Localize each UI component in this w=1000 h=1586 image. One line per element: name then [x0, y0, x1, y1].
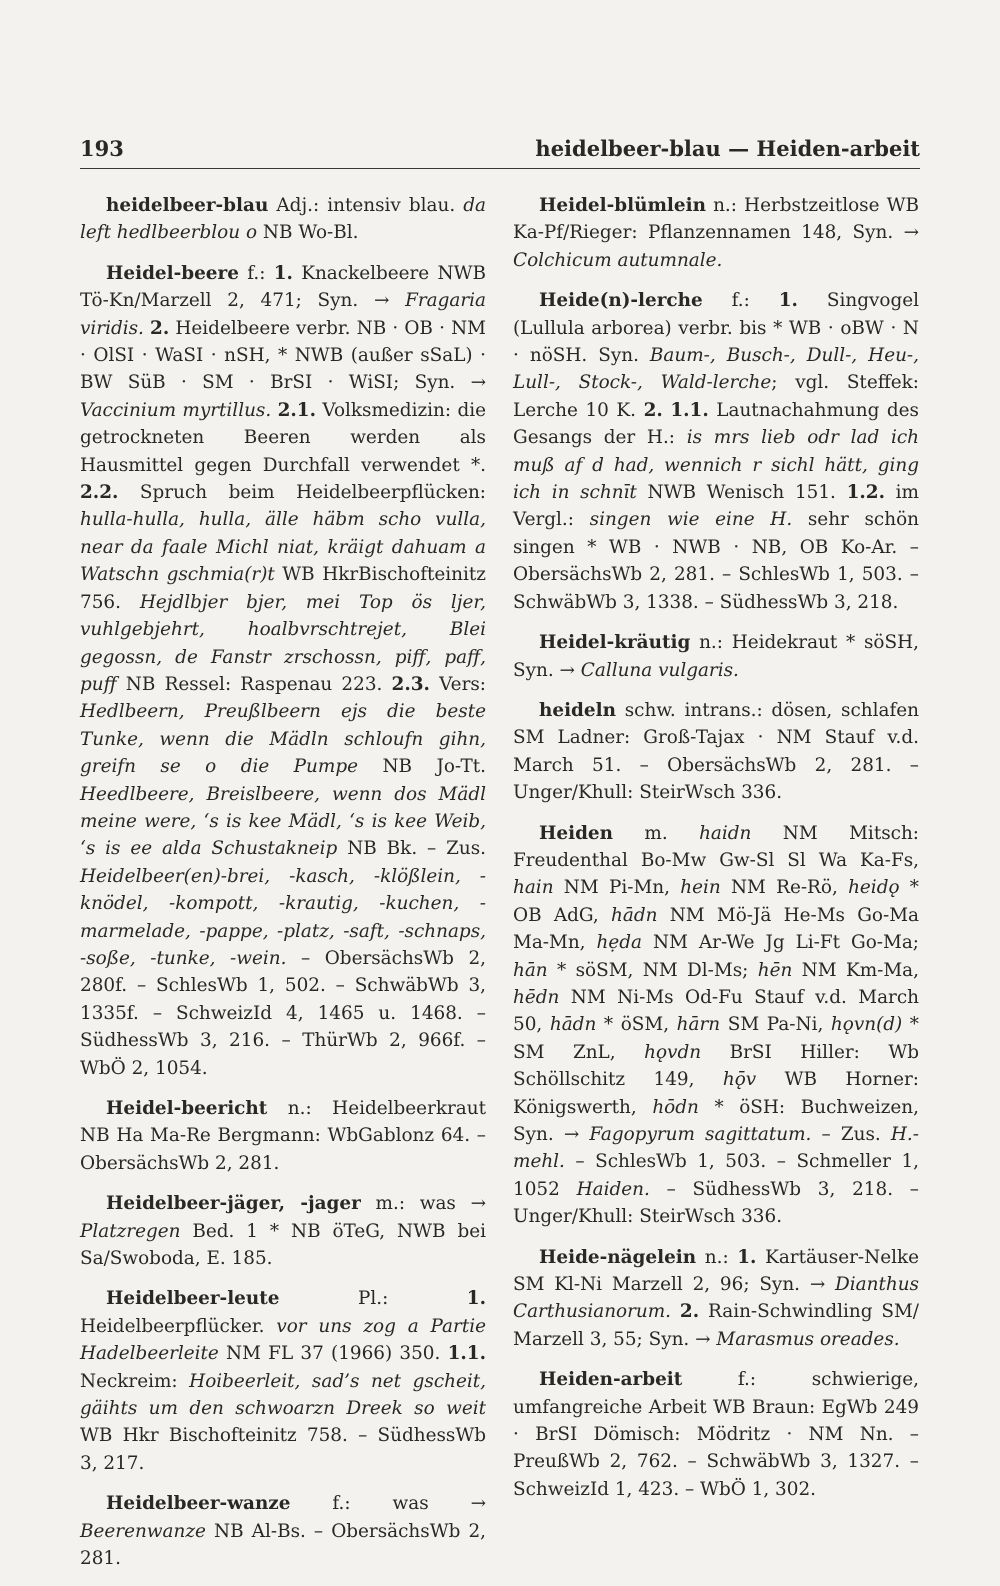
entry-example: singen wie eine H.	[589, 509, 793, 531]
entry-example: haidn	[699, 822, 752, 844]
entry-example: hārn	[676, 1014, 721, 1036]
entry-headword: Heidelbeer-jäger, -jager	[106, 1193, 361, 1215]
dictionary-entry	[80, 192, 486, 247]
dictionary-entry	[513, 1366, 919, 1503]
entry-example: hẹda	[596, 932, 642, 954]
entry-text: – Zus.	[811, 1124, 891, 1145]
dictionary-entry	[513, 192, 919, 274]
entry-text: WB Hkr Bischofteinitz 758. – SüdhessWb 3, 217.	[80, 1425, 486, 1474]
entry-text: f.:	[702, 290, 779, 312]
entry-example: heidǫ	[848, 877, 900, 899]
entry-text: n.: Herbstzeitlose WB Ka-Pf/Rieger: Pflanzennamen 148, Syn. →	[513, 195, 919, 244]
entry-example: hein	[680, 877, 721, 899]
sense-number: 1.	[466, 1288, 486, 1310]
entry-text: NM Pi-Mn,	[553, 877, 681, 899]
entry-example: Calluna vulgaris.	[580, 659, 739, 681]
sense-number: 1.1.	[447, 1343, 486, 1365]
entry-example: H.-mehl.	[513, 1124, 919, 1173]
entry-text: n.:	[696, 1246, 738, 1268]
entry-text: im Vergl.:	[513, 482, 919, 531]
entry-text: NB Wo-Bl.	[257, 222, 359, 244]
entry-text: NM Re-Rö,	[720, 877, 849, 899]
entry-text: * öSM,	[596, 1014, 677, 1036]
entry-text: – SüdhessWb 3, 218. – Unger/Khull: SteirWsch 336.	[513, 1178, 920, 1228]
entry-example: Dianthus Carthusianorum.	[513, 1274, 919, 1323]
sense-number: 2.	[150, 317, 170, 339]
dictionary-entry	[513, 697, 919, 807]
entry-example: hain	[513, 877, 554, 899]
entry-text: WB Horner: Königswerth,	[513, 1069, 919, 1118]
entry-text: f.: was →	[290, 1493, 486, 1515]
entry-example: hǫvdn	[644, 1041, 702, 1063]
entry-example: da left hedlbeerblou o	[80, 195, 486, 244]
entry-text: Heidelbeere verbr. NB · OB · NM · OlSI · WaSI · nSH, * NWB (außer sSaL) · BW SüB · SM · BrSI · WiSI; Syn. →	[80, 317, 486, 394]
entry-text: Kartäuser-Nelke SM Kl-Ni Marzell 2, 96; Syn. →	[513, 1246, 919, 1296]
entry-text: NB Bk. – Zus.	[337, 838, 486, 860]
entry-text: BrSI Hiller: Wb Schöllschitz 149,	[513, 1041, 920, 1091]
entry-text: Singvogel (Lullula arborea) verbr. bis * WB · oBW · N · nöSH. Syn.	[513, 290, 919, 367]
entry-example: hǭv	[722, 1069, 757, 1091]
entry-text: Neckreim:	[80, 1370, 190, 1392]
entry-headword: Heidel-kräutig	[539, 632, 691, 654]
entry-example: Heedlbeere, Breislbeere, wenn dos Mädl meine were, ‘s is kee Mädl, ‘s is kee Weib, ‘s is ee alda Schustakneip	[80, 783, 486, 860]
entry-text: WB HkrBischofteinitz 756.	[80, 564, 486, 613]
entry-text: NWB Wenisch 151.	[636, 482, 847, 504]
entry-example: Haiden.	[576, 1178, 650, 1200]
right-column	[513, 192, 919, 1516]
entry-example: Hoibeerleit, sad’s net gscheit, gäihts um den schwoarzn Dreek so weit	[80, 1370, 486, 1420]
entry-headword: Heide-nägelein	[539, 1246, 697, 1268]
dictionary-entry	[513, 629, 919, 684]
entry-example: Platzregen	[80, 1220, 181, 1242]
entry-example: Marasmus oreades.	[716, 1328, 900, 1350]
sense-number: 2.3.	[391, 673, 430, 695]
entry-text: NM FL 37 (1966) 350.	[218, 1343, 448, 1365]
entry-text: Knackelbeere NWB Tö-Kn/Marzell 2, 471; Syn. →	[80, 262, 487, 312]
entry-headword: heidelbeer-blau	[106, 195, 269, 216]
entry-text: NM Ni-Ms Od-Fu Stauf v.d. March 50,	[513, 986, 919, 1036]
sense-number: 1.	[737, 1246, 757, 1268]
sense-number: 2.	[679, 1301, 700, 1323]
entry-text: Rain-Schwindling SM/ Marzell 3, 55; Syn. →	[513, 1301, 919, 1350]
sense-number: 2.	[643, 399, 663, 421]
entry-example: hǫvn(d)	[830, 1014, 903, 1036]
entry-text: Pl.:	[279, 1288, 467, 1310]
page-header	[80, 136, 920, 169]
entry-example: Vaccinium myrtillus.	[80, 399, 272, 421]
entry-example: hulla-hulla, hulla, älle häbm scho vulla, near da faale Michl niat, kräigt dahuam a Watschn gschmia(r)t	[80, 509, 486, 586]
entry-text: Adj.: intensiv blau.	[268, 195, 464, 216]
sense-number: 1.2.	[846, 482, 885, 504]
entry-headword: Heidelbeer-wanze	[106, 1493, 291, 1515]
entry-text: Heidelbeerpflücker.	[80, 1315, 277, 1337]
entry-text: m.: was →	[360, 1193, 486, 1215]
sense-number: 1.	[273, 262, 293, 284]
entry-example: Baum-, Busch-, Dull-, Heu-, Lull-, Stock-, Wald-lerche	[513, 345, 919, 394]
entry-headword: Heidel-beericht	[106, 1098, 268, 1119]
sense-number: 2.1.	[277, 399, 316, 421]
entry-text: schw. intrans.: dösen, schlafen SM Ladner: Groß-Tajax · NM Stauf v.d. March 51. – ObersächsWb 2, 281. – Unger/Khull: SteirWsch 336.	[513, 699, 919, 804]
entry-example: hōdn	[652, 1096, 699, 1118]
entry-text: NM Mö-Jä He-Ms Go-Ma Ma-Mn,	[513, 904, 920, 954]
entry-example: hān	[513, 959, 548, 981]
dictionary-entry	[80, 1095, 486, 1177]
sense-number: 1.	[778, 290, 798, 312]
entry-text: NM Mitsch: Freudenthal Bo-Mw Gw-Sl Sl Wa Ka-Fs,	[513, 822, 919, 871]
entry-text	[671, 1301, 680, 1322]
entry-example: Fragaria viridis.	[80, 290, 486, 339]
entry-example: vor uns zog a Partie Hadelbeerleite	[80, 1315, 486, 1365]
entry-text: NB Al-Bs. – ObersächsWb 2, 281.	[80, 1520, 486, 1570]
running-head: heidelbeer-blau — Heiden-arbeit	[535, 136, 920, 161]
entry-example: is mrs lieb odr lad ich muß af d had, wennich r sichl hätt, ging ich in schnīt	[513, 427, 919, 504]
entry-text: * söSM, NM Dl-Ms;	[547, 959, 758, 981]
dictionary-entry	[513, 820, 919, 1231]
entry-example: Fagopyrum sagittatum.	[589, 1124, 812, 1145]
entry-text: NB Ressel: Raspenau 223.	[116, 673, 392, 695]
entry-text: NM Km-Ma,	[792, 959, 919, 981]
entry-text: n.: Heidekraut * söSH, Syn. →	[513, 632, 919, 681]
sense-number: 1.1.	[670, 399, 709, 421]
page-number: 193	[80, 136, 124, 161]
entry-example: Hedlbeern, Preußlbeern ejs die beste Tunke, wenn die Mädln schloufn gihn, greifn se o die Pumpe	[80, 701, 486, 778]
entry-headword: Heidelbeer-leute	[106, 1288, 280, 1310]
dictionary-entry	[80, 1190, 486, 1272]
entry-text: * OB AdG,	[513, 877, 919, 926]
entry-headword: Heide(n)-lerche	[539, 290, 703, 312]
entry-example: Colchicum autumnale.	[513, 249, 723, 271]
entry-text: Lautnachahmung des Gesangs der H.:	[513, 399, 919, 449]
sense-number: 2.2.	[80, 482, 119, 504]
entry-headword: Heidel-blümlein	[539, 195, 706, 216]
entry-text: f.:	[238, 262, 274, 284]
entry-text: – SchlesWb 1, 503. – Schmeller 1, 1052	[513, 1151, 919, 1200]
entry-text: Volksmedizin: die getrockneten Beeren werden als Hausmittel gegen Durchfall verwendet *.	[80, 399, 486, 476]
entry-text: m.	[613, 822, 700, 844]
dictionary-entry	[80, 1285, 486, 1477]
dictionary-entry	[513, 287, 919, 616]
dictionary-entry	[80, 260, 486, 1082]
entry-text: sehr schön singen * WB · NWB · NB, OB Ko-Ar. – ObersächsWb 2, 281. – SchlesWb 1, 503. – SchwäbWb 3, 1338. – SüdhessWb 3, 218.	[513, 509, 919, 613]
entry-headword: Heiden	[539, 822, 613, 844]
entry-text: SM Pa-Ni,	[720, 1014, 831, 1036]
entry-text: Spruch beim Heidelbeerpflücken:	[118, 482, 486, 504]
entry-example: hādn	[549, 1014, 597, 1036]
entry-text: * SM ZnL,	[513, 1014, 920, 1063]
entry-headword: Heiden-arbeit	[539, 1369, 683, 1391]
entry-example: Beerenwanze	[80, 1520, 206, 1542]
entry-text: Vers:	[429, 673, 486, 695]
entry-headword: heideln	[539, 699, 616, 721]
dictionary-entry	[80, 1490, 486, 1572]
entry-text: NB Jo-Tt.	[358, 756, 486, 778]
dictionary-entry	[513, 1244, 919, 1354]
entry-example: hēn	[757, 959, 793, 981]
entry-text: NM Ar-We Jg Li-Ft Go-Ma;	[642, 932, 919, 954]
entry-headword: Heidel-beere	[106, 262, 239, 284]
entry-text: – ObersächsWb 2, 280f. – SchlesWb 1, 502. – SchwäbWb 3, 1335f. – SchweizId 4, 1465 u. 1468. – SüdhessWb 3, 216. – ThürWb 2, 966f. – WbÖ 2, 1054.	[80, 947, 486, 1079]
entry-text: ; vgl. Steffek: Lerche 10 K.	[513, 372, 919, 421]
entry-text: n.: Heidelbeerkraut NB Ha Ma-Re Bergmann: WbGablonz 64. – ObersächsWb 2, 281.	[80, 1098, 486, 1174]
entry-example: Hejdlbjer bjer, mei Top ös ljer, vuhlgebjehrt, hoalbvrschtrejet, Blei gegossn, de Fanstr zrschossn, piff, paff, puff	[80, 591, 486, 695]
entry-example: hādn	[611, 904, 658, 926]
entry-example: Heidelbeer(en)-brei, -kasch, -klößlein, -knödel, -kompott, -krautig, -kuchen, -marmelade, -pappe, -platz, -saft, -schnaps, -soße, -tunke, -wein.	[80, 865, 486, 969]
entry-text: * öSH: Buchweizen, Syn. →	[513, 1096, 919, 1145]
entry-text: Bed. 1 * NB öTeG, NWB bei Sa/Swoboda, E. 185.	[80, 1220, 486, 1270]
entry-example: hēdn	[513, 986, 560, 1008]
left-column	[80, 192, 486, 1586]
entry-text: f.: schwierige, umfangreiche Arbeit WB Braun: EgWb 249 · BrSI Dömisch: Mödritz · NM Nn. – PreußWb 2, 762. – SchwäbWb 3, 1327. – SchweizId 1, 423. – WbÖ 1, 302.	[513, 1369, 919, 1500]
